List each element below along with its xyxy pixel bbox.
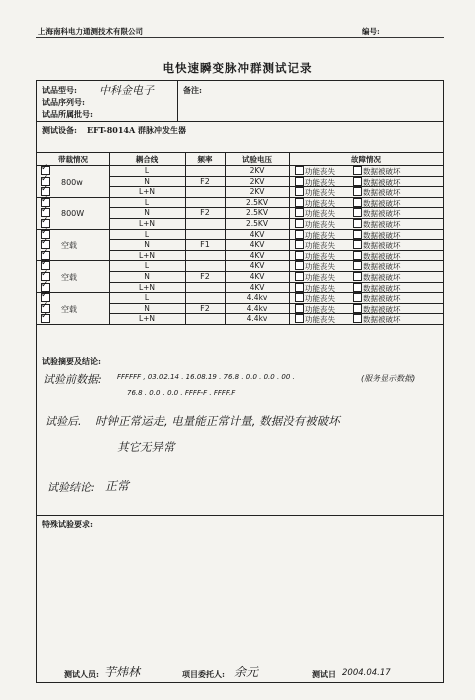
voltage-cell: 4.4kv (246, 314, 268, 324)
function-loss-checkbox[interactable] (295, 293, 304, 302)
data-damage-checkbox[interactable] (353, 208, 362, 217)
function-loss-label: 功能丧失 (305, 304, 335, 314)
voltage-cell: 4KV (249, 261, 265, 271)
voltage-cell: 4KV (249, 282, 265, 292)
data-damage-checkbox[interactable] (353, 166, 362, 175)
client-label: 项目委托人: (182, 669, 225, 679)
frequency-cell: F2 (200, 272, 210, 281)
data-damage-label: 数据被破坏 (363, 220, 401, 229)
function-loss-checkbox[interactable] (295, 283, 304, 292)
data-damage-label: 数据被破坏 (363, 304, 401, 314)
function-loss-label: 功能丧失 (305, 167, 335, 176)
row-checkbox[interactable] (41, 314, 50, 323)
row-checkbox-cell (41, 293, 51, 303)
coupling-line-cell: L (144, 261, 150, 271)
voltage-cell: 4KV (249, 240, 265, 250)
row-checkbox-cell (41, 261, 51, 271)
function-loss-checkbox[interactable] (295, 251, 304, 260)
function-loss-label: 功能丧失 (305, 283, 335, 293)
line-summary-bottom (37, 515, 443, 516)
voltage-cell: 4KV (249, 229, 265, 239)
data-damage-checkbox[interactable] (353, 314, 362, 323)
batch-label: 试品所属批号: (42, 109, 93, 119)
before-line2: 76.8 . 0.0 . 0.0 . FFFF-F . FFFF.F (127, 389, 236, 397)
function-loss-label: 功能丧失 (305, 230, 335, 240)
voltage-cell: 4KV (249, 272, 265, 281)
table-header-cell: 带载情况 (58, 155, 88, 164)
data-damage-label: 数据被破坏 (363, 315, 401, 325)
row-checkbox-cell (41, 230, 51, 240)
function-loss-checkbox[interactable] (295, 177, 304, 186)
data-damage-checkbox[interactable] (353, 304, 362, 313)
function-loss-checkbox[interactable] (295, 230, 304, 239)
frequency-cell: F1 (200, 240, 210, 250)
function-loss-checkbox[interactable] (295, 219, 304, 228)
table-header-cell: 耦合线 (135, 155, 159, 164)
coupling-line-cell: L+N (138, 187, 156, 197)
data-damage-label: 数据被破坏 (363, 167, 401, 176)
summary-label: 试验摘要及结论: (42, 356, 101, 366)
number-label: 编号: (362, 27, 380, 36)
company-name: 上海南科电力通测技术有限公司 (38, 27, 143, 36)
data-damage-label: 数据被破坏 (363, 198, 401, 208)
client-value: 余元 (234, 665, 259, 679)
row-checkbox[interactable] (41, 261, 50, 270)
data-damage-checkbox[interactable] (353, 283, 362, 292)
coupling-line-cell: N (144, 272, 150, 281)
equipment-label: 测试设备: (42, 125, 77, 135)
function-loss-label: 功能丧失 (305, 188, 335, 198)
data-damage-label: 数据被破坏 (363, 230, 401, 240)
before-label: 试验前数据: (43, 373, 102, 386)
function-loss-checkbox[interactable] (295, 166, 304, 175)
coupling-line-cell: L (144, 166, 150, 175)
function-loss-checkbox[interactable] (295, 187, 304, 196)
page-title: 电快速瞬变脉冲群测试记录 (162, 61, 313, 75)
function-loss-label: 功能丧失 (305, 241, 335, 251)
data-damage-label: 数据被破坏 (363, 273, 401, 282)
function-loss-label: 功能丧失 (305, 294, 335, 304)
data-damage-label: 数据被破坏 (363, 294, 401, 304)
coupling-line-cell: N (144, 303, 150, 313)
page-header (36, 24, 444, 38)
coupling-line-cell: L (144, 197, 150, 207)
conclusion-value: 正常 (105, 479, 130, 493)
voltage-cell: 4.4kv (246, 293, 268, 303)
coupling-line-cell: L+N (138, 250, 156, 260)
function-loss-label: 功能丧失 (305, 262, 335, 272)
row-checkbox[interactable] (41, 293, 50, 302)
coupling-line-cell: L+N (138, 282, 156, 292)
date-value: 2004.04.17 (342, 668, 391, 678)
data-damage-checkbox[interactable] (353, 251, 362, 260)
tester-label: 测试人员: (64, 669, 99, 679)
data-damage-checkbox[interactable] (353, 187, 362, 196)
data-damage-checkbox[interactable] (353, 272, 362, 281)
header-divider (36, 37, 444, 38)
data-damage-label: 数据被破坏 (363, 241, 401, 251)
function-loss-label: 功能丧失 (305, 220, 335, 229)
data-damage-checkbox[interactable] (353, 230, 362, 239)
voltage-cell: 2.5KV (246, 219, 268, 228)
data-damage-label: 数据被破坏 (363, 209, 401, 219)
function-loss-label: 功能丧失 (305, 251, 335, 261)
line-equip-bottom (37, 152, 443, 153)
load-label: 空载 (61, 241, 77, 251)
voltage-cell: 4.4kv (246, 303, 268, 313)
data-damage-label: 数据被破坏 (363, 177, 401, 187)
frequency-cell: F2 (200, 176, 210, 186)
row-checkbox[interactable] (41, 230, 50, 239)
row-checkbox[interactable] (41, 198, 50, 207)
line-info-bottom (37, 121, 443, 122)
conclusion-label: 试验结论: (47, 481, 95, 494)
data-damage-checkbox[interactable] (353, 198, 362, 207)
row-checkbox-cell (41, 166, 51, 176)
data-damage-checkbox[interactable] (353, 219, 362, 228)
data-damage-checkbox[interactable] (353, 261, 362, 270)
frequency-cell: F2 (200, 208, 210, 218)
frequency-cell: F2 (200, 303, 210, 313)
equipment-value: EFT-8014A 群脉冲发生器 (87, 125, 186, 135)
table-header-cell: 故障情况 (351, 155, 381, 164)
data-damage-checkbox[interactable] (353, 293, 362, 302)
data-damage-label: 数据被破坏 (363, 262, 401, 272)
date-label: 测试日 (312, 669, 336, 679)
model-label: 试品型号: (42, 85, 77, 95)
data-damage-label: 数据被破坏 (363, 251, 401, 261)
data-damage-label: 数据被破坏 (363, 188, 401, 198)
voltage-cell: 2.5KV (246, 197, 268, 207)
coupling-line-cell: L+N (138, 219, 156, 228)
load-label: 空载 (61, 304, 77, 314)
voltage-cell: 4KV (249, 250, 265, 260)
before-paren: (服务显示数据) (361, 374, 416, 383)
data-damage-checkbox[interactable] (353, 240, 362, 249)
voltage-cell: 2.5KV (246, 208, 268, 218)
serial-label: 试品序列号: (42, 97, 85, 107)
before-line1: FFFFFF , 03.02.14 . 16.08.19 . 76.8 . 0.0 . 0.0 . 00 . (117, 373, 295, 381)
coupling-line-cell: L (144, 229, 150, 239)
function-loss-checkbox[interactable] (295, 272, 304, 281)
coupling-line-cell: L (144, 293, 150, 303)
tester-value: 芋炜林 (104, 665, 141, 679)
row-checkbox[interactable] (41, 166, 50, 175)
load-label: 800w (61, 177, 83, 187)
after-line1: 时钟正常运走, 电量能正常计量, 数据没有被破坏 (95, 414, 340, 428)
function-loss-checkbox[interactable] (295, 314, 304, 323)
voltage-cell: 2KV (249, 176, 265, 186)
function-loss-label: 功能丧失 (305, 177, 335, 187)
model-value: 中科金电子 (99, 84, 154, 97)
function-loss-label: 功能丧失 (305, 198, 335, 208)
function-loss-checkbox[interactable] (295, 208, 304, 217)
record-form (36, 80, 444, 683)
data-damage-label: 数据被破坏 (363, 283, 401, 293)
data-damage-checkbox[interactable] (353, 177, 362, 186)
after-label: 试验后. (45, 415, 82, 428)
function-loss-checkbox[interactable] (295, 261, 304, 270)
row-checkbox-cell (41, 314, 51, 324)
voltage-cell: 2KV (249, 166, 265, 175)
table-header-cell: 频率 (197, 155, 213, 164)
function-loss-checkbox[interactable] (295, 198, 304, 207)
special-label: 特殊试验要求: (42, 519, 93, 529)
function-loss-label: 功能丧失 (305, 273, 335, 282)
function-loss-checkbox[interactable] (295, 240, 304, 249)
coupling-line-cell: L+N (138, 314, 156, 324)
table-row-line (37, 324, 443, 325)
table-header-cell: 试验电压 (242, 155, 272, 164)
table-column-line (289, 152, 290, 324)
after-line2: 其它无异常 (117, 440, 175, 454)
info-divider (177, 81, 178, 121)
remark-label: 备注: (183, 85, 202, 95)
function-loss-checkbox[interactable] (295, 304, 304, 313)
row-checkbox-cell (41, 198, 51, 208)
load-label: 800W (61, 209, 85, 219)
coupling-line-cell: N (144, 208, 150, 218)
function-loss-label: 功能丧失 (305, 209, 335, 219)
coupling-line-cell: N (144, 176, 150, 186)
coupling-line-cell: N (144, 240, 150, 250)
voltage-cell: 2KV (249, 187, 265, 197)
function-loss-label: 功能丧失 (305, 315, 335, 325)
load-label: 空载 (61, 273, 77, 282)
